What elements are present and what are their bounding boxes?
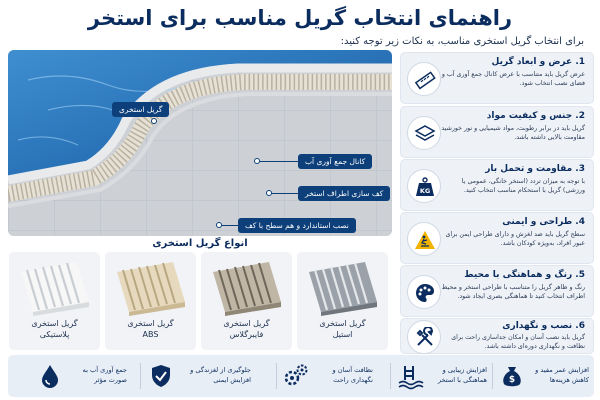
tip-install [400, 318, 594, 354]
type-label-steel: گریل استخری استیل [319, 319, 366, 339]
divider [492, 363, 493, 389]
tip-material [400, 106, 594, 158]
callout-floor-dot [266, 190, 272, 196]
steel-grill-image [305, 258, 380, 316]
types-title: انواع گریل استخری [152, 238, 248, 249]
callout-grill: گریل استخری [112, 102, 169, 117]
type-card-steel [297, 252, 388, 350]
page-title: راهنمای انتخاب گریل مناسب برای استخر [87, 6, 513, 30]
benefit-safety [143, 355, 253, 397]
type-label-plastic: گریل استخری پلاستیکی [31, 319, 78, 339]
weight-kg-icon [407, 169, 441, 203]
type-card-fiberglass [201, 252, 292, 350]
type-card-plastic [9, 252, 100, 350]
type-label-fiberglass: گریل استخری فایبرگلاس [223, 319, 270, 339]
benefit-text: جلوگیری از لغزندگی و افزایش ایمنی [190, 366, 251, 384]
callout-install-leader [220, 225, 238, 226]
tools-icon [407, 320, 441, 354]
tip-head: 6. نصب و نگهداری [502, 321, 585, 331]
fiberglass-grill-image [209, 258, 284, 316]
benefit-text: نظافت آسان و نگهداری راحت [332, 366, 373, 384]
callout-channel-dot [254, 158, 260, 164]
tip-head: 4. طراحی و ایمنی [502, 217, 585, 227]
tip-head: 3. مقاومت و تحمل بار [485, 164, 585, 174]
tip-safety [400, 212, 594, 264]
benefit-drainage [32, 355, 129, 397]
tip-body: رنگ و ظاهر گریل را متناسب با طراحی استخر و محیط اطراف انتخاب کنید تا هماهنگی بصری ایجاد شود. [441, 284, 585, 300]
tip-body: گریل باید نصب آسان و امکان جداسازی راحت برای نظافت و نگهداری دوره‌ای داشته باشد. [451, 334, 585, 350]
callout-install: نصب استاندارد و هم سطح با کف [238, 218, 356, 233]
ruler-icon [407, 62, 441, 96]
money-bag-icon [498, 362, 526, 390]
benefits-bar [8, 355, 594, 397]
shield-check-icon [147, 362, 175, 390]
callout-install-dot [216, 222, 222, 228]
benefit-cleaning [278, 355, 375, 397]
type-card-abs [105, 252, 196, 350]
benefit-text: افزایش عمر مفید و کاهش هزینه‌ها [535, 366, 589, 384]
svg-text:$: $ [508, 375, 516, 385]
callout-floor-leader [270, 193, 298, 194]
tip-color [400, 265, 594, 317]
tip-dimensions [400, 52, 594, 104]
tip-body: گریل باید در برابر رطوبت، مواد شیمیایی و نور خورشید مقاومت بالایی داشته باشد. [441, 125, 585, 141]
benefit-cost [494, 355, 591, 397]
pool-ladder-icon [396, 362, 424, 390]
benefit-beauty [392, 355, 489, 397]
callout-grill-dot [151, 118, 157, 124]
layers-icon [407, 116, 441, 150]
type-label-abs: گریل استخری ABS [127, 319, 174, 339]
tip-body: سطح گریل باید ضد لغزش و دارای طراحی ایمن برای عبور افراد، به‌ویژه کودکان باشد. [445, 231, 585, 247]
svg-text:KG: KG [419, 187, 431, 195]
pool-photo [8, 50, 392, 236]
callout-floor: کف سازی اطراف استخر [298, 186, 390, 201]
benefit-text: جمع آوری آب به صورت مؤثر [82, 366, 127, 384]
water-drop-icon [36, 362, 64, 390]
divider [390, 363, 391, 389]
tip-head: 1. عرض و ابعاد گریل [491, 57, 585, 67]
tip-body: عرض گریل باید متناسب با عرض کانال جمع آوری آب و فضای نصب انتخاب شود. [441, 71, 585, 87]
gears-icon [282, 362, 310, 390]
plastic-grill-image [17, 258, 92, 316]
slip-warning-icon [407, 222, 441, 256]
tip-body: با توجه به میزان تردد (استخر خانگی، عمومی یا ورزشی) گریل با استحکام مناسب انتخاب کنید. [461, 178, 585, 194]
tip-head: 2. جنس و کیفیت مواد [486, 111, 585, 121]
callout-channel: کانال جمع آوری آب [298, 154, 372, 169]
divider [140, 363, 141, 389]
tip-load [400, 159, 594, 211]
callout-channel-leader [258, 161, 298, 162]
divider [276, 363, 277, 389]
pool-illustration [8, 50, 392, 236]
tip-head: 5. رنگ و هماهنگی با محیط [464, 270, 585, 280]
palette-icon [407, 275, 441, 309]
abs-grill-image [113, 258, 188, 316]
benefit-text: افزایش زیبایی و هماهنگی با استخر [437, 366, 487, 384]
page-subtitle: برای انتخاب گریل استخری مناسب، به نکات زیر توجه کنید: [340, 36, 584, 47]
